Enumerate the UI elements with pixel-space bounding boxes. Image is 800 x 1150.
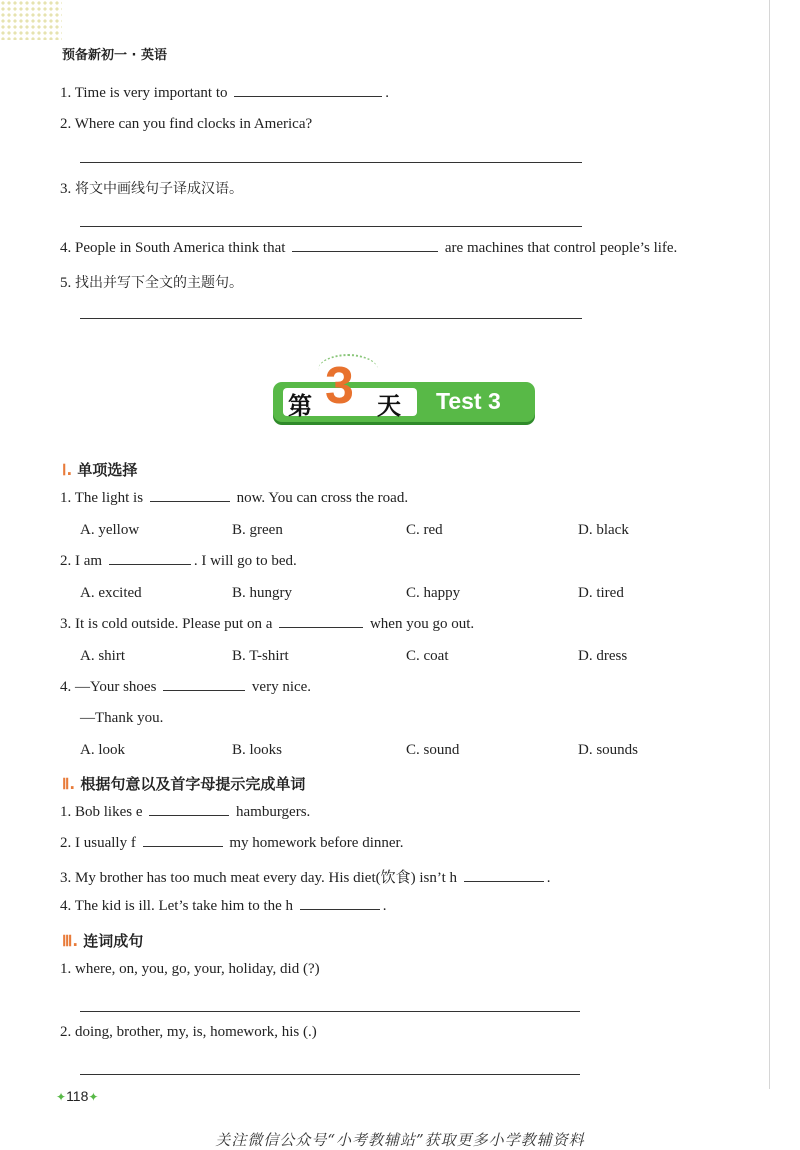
option-c[interactable]: C. coat: [406, 648, 449, 664]
question-text: The light is: [74, 490, 144, 506]
day-banner: [273, 357, 535, 422]
answer-line[interactable]: [80, 318, 582, 319]
answer-blank[interactable]: [234, 95, 382, 97]
question-text: .: [546, 870, 551, 886]
question-text: are machines that control people’s life.: [444, 240, 678, 256]
answer-line[interactable]: [80, 1074, 580, 1075]
answer-blank[interactable]: [464, 880, 544, 882]
option-b[interactable]: B. T-shirt: [232, 648, 289, 664]
sentence-question-1: [60, 961, 320, 978]
answer-blank[interactable]: [279, 626, 363, 628]
answer-blank[interactable]: [149, 814, 229, 816]
question-number: 4.: [60, 679, 72, 695]
question-text: Where can you find clocks in America?: [74, 116, 313, 132]
question-number: 5.: [60, 275, 72, 291]
question-number: 3.: [60, 870, 72, 886]
option-d[interactable]: D. tired: [578, 585, 624, 601]
word-question-4: [60, 898, 387, 915]
answer-blank[interactable]: [163, 689, 245, 691]
question-text: The kid is ill. Let’s take him to the h: [74, 898, 294, 914]
section-roman: Ⅰ: [62, 463, 67, 479]
page-star-icon: ✦: [56, 1090, 67, 1104]
reading-question-4: [60, 240, 677, 257]
question-number: 4.: [60, 240, 72, 256]
page-header: 预备新初一 · 英语: [62, 48, 167, 63]
option-a[interactable]: A. shirt: [80, 648, 125, 664]
option-d[interactable]: D. black: [578, 522, 629, 538]
reading-question-3: [60, 178, 243, 198]
question-text: 找出并写下全文的主题句。: [75, 275, 243, 291]
option-b[interactable]: B. hungry: [232, 585, 292, 601]
answer-blank[interactable]: [109, 563, 191, 565]
question-text: now. You can cross the road.: [236, 490, 409, 506]
question-text: my homework before dinner.: [229, 835, 404, 851]
question-text: I usually f: [75, 835, 136, 851]
answer-line[interactable]: [80, 162, 582, 163]
answer-line[interactable]: [80, 1011, 580, 1012]
question-text: People in South America think that: [75, 240, 286, 256]
mc-question-1: [60, 490, 408, 507]
question-number: 3.: [60, 181, 72, 197]
question-text: Bob likes e: [75, 804, 143, 820]
option-c[interactable]: C. red: [406, 522, 443, 538]
question-text: when you go out.: [369, 616, 475, 632]
question-text: I am: [75, 553, 103, 569]
mc-question-3: [60, 616, 474, 633]
question-text: Time is very important to: [74, 85, 228, 101]
question-number: 1.: [60, 85, 72, 101]
mc-question-4: [60, 679, 311, 696]
reading-question-5: [60, 272, 243, 292]
question-number: 1.: [60, 804, 72, 820]
section-title-text: 连词成句: [83, 932, 144, 950]
banner-tian: 天: [377, 392, 401, 420]
reading-question-2: [60, 116, 312, 133]
section-1-title: Ⅰ. 单项选择: [62, 461, 138, 479]
option-d[interactable]: D. dress: [578, 648, 628, 664]
question-text: 将文中画线句子译成汉语。: [75, 181, 243, 197]
banner-test-label: Test 3: [436, 388, 501, 414]
sentence-question-2: [60, 1024, 317, 1041]
word-question-2: [60, 835, 403, 852]
question-number: 3.: [60, 616, 72, 632]
corner-dot-pattern: [0, 0, 62, 40]
answer-blank[interactable]: [292, 250, 438, 252]
question-text: —Your shoes: [75, 679, 157, 695]
question-text: .: [385, 85, 390, 101]
question-text: very nice.: [251, 679, 312, 695]
banner-day-number: 3: [325, 357, 354, 415]
question-number: 4.: [60, 898, 72, 914]
question-text: hamburgers.: [236, 804, 311, 820]
question-number: 2.: [60, 116, 72, 132]
answer-line[interactable]: [80, 226, 582, 227]
question-text: My brother has too much meat every day. His diet(饮食) isn’t h: [75, 870, 458, 886]
answer-blank[interactable]: [143, 845, 223, 847]
reading-question-1: [60, 85, 389, 102]
question-number: 2.: [60, 553, 72, 569]
option-c[interactable]: C. happy: [406, 585, 461, 601]
option-b[interactable]: B. green: [232, 522, 283, 538]
option-c[interactable]: C. sound: [406, 742, 460, 758]
option-d[interactable]: D. sounds: [578, 742, 639, 758]
page-star-icon: ✦: [88, 1090, 99, 1104]
question-number: 1.: [60, 961, 72, 977]
section-roman: Ⅱ: [62, 777, 70, 793]
word-question-1: [60, 804, 310, 821]
mc-question-2: [60, 553, 297, 570]
section-title-text: 单项选择: [77, 461, 138, 479]
option-a[interactable]: A. excited: [80, 585, 142, 601]
question-text: It is cold outside. Please put on a: [75, 616, 273, 632]
section-title-text: 根据句意以及首字母提示完成单词: [80, 775, 306, 793]
option-a[interactable]: A. yellow: [80, 522, 140, 538]
footer-note: 关注微信公众号“小考教辅站”获取更多小学教辅资料: [215, 1131, 585, 1149]
question-text: . I will go to bed.: [193, 553, 297, 569]
page-edge-rule: [769, 0, 770, 1089]
option-b[interactable]: B. looks: [232, 742, 283, 758]
question-text: where, on, you, go, your, holiday, did (?): [75, 961, 320, 977]
question-number: 2.: [60, 835, 72, 851]
word-question-3: [60, 866, 551, 887]
answer-blank[interactable]: [150, 500, 230, 502]
section-3-title: Ⅲ. 连词成句: [62, 932, 144, 950]
banner-di: 第: [288, 392, 312, 420]
question-text: doing, brother, my, is, homework, his (.): [75, 1024, 317, 1040]
section-roman: Ⅲ: [62, 934, 73, 950]
answer-blank[interactable]: [300, 908, 380, 910]
mc-question-4-reply: —Thank you.: [80, 710, 164, 726]
option-a[interactable]: A. look: [80, 742, 125, 758]
question-number: 1.: [60, 490, 72, 506]
section-2-title: Ⅱ. 根据句意以及首字母提示完成单词: [62, 775, 306, 793]
question-number: 2.: [60, 1024, 72, 1040]
question-text: .: [382, 898, 387, 914]
page-number: [56, 1088, 98, 1104]
page-number-text: 118: [66, 1088, 89, 1104]
